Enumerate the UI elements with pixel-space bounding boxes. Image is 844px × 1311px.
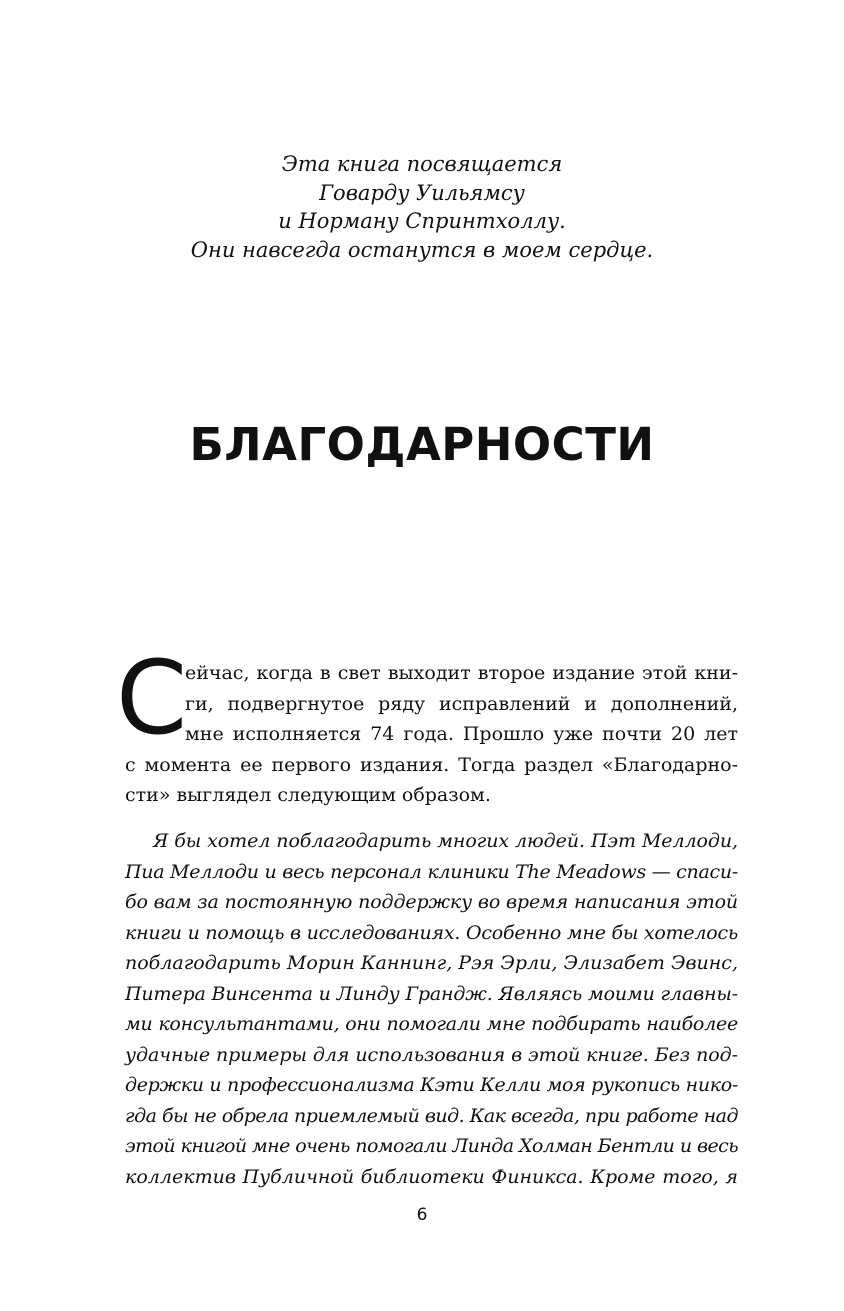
paragraph-line: мне исполняется 74 года. Прошло уже почти 20 лет [185, 723, 738, 745]
chapter-heading: БЛАГОДАРНОСТИ [189, 418, 655, 471]
paragraph-line: Питера Винсента и Линду Грандж. Являясь моими главны- [125, 982, 738, 1005]
paragraph-line: ги, подвергнутое ряду исправлений и дополнений, [185, 692, 738, 715]
page-number: 6 [416, 1205, 428, 1225]
dedication-line: и Норману Спринтхоллу. [278, 209, 566, 233]
quoted-acknowledgments-paragraph [125, 826, 738, 1192]
dedication [0, 150, 844, 264]
paragraph-line: книги и помощь в исследованиях. Особенно мне бы хотелось [125, 921, 738, 944]
paragraph-line: бо вам за постоянную поддержку во время написания этой [125, 891, 738, 913]
paragraph-line: ейчас, когда в свет выходит второе издание этой кни- [185, 662, 738, 684]
paragraph-line: ми консультантами, они помогали мне подбирать наиболее [125, 1013, 739, 1035]
paragraph-line: удачные примеры для использования в этой книге. Без под- [125, 1043, 738, 1066]
paragraph-line: держки и профессионализма Кэти Келли моя рукопись нико- [125, 1074, 738, 1096]
paragraph-line: Пиа Меллоди и весь персонал клиники The Meadows — спаси- [125, 860, 738, 883]
paragraph-line: Я бы хотел поблагодарить многих людей. Пэт Меллоди, [153, 830, 738, 852]
drop-cap: С [116, 639, 188, 758]
paragraph-line: поблагодарить Морин Каннинг, Рэя Эрли, Элизабет Эвинс, [125, 952, 738, 974]
paragraph-line: гда бы не обрела приемлемый вид. Как всегда, при работе над [125, 1104, 739, 1127]
intro-paragraph [125, 658, 738, 811]
paragraph-line: сти» выглядел следующим образом. [125, 784, 491, 806]
paragraph-line: коллектив Публичной библиотеки Финикса. Кроме того, я [125, 1165, 738, 1188]
paragraph-line: этой книгой мне очень помогали Линда Холман Бентли и весь [125, 1135, 738, 1157]
paragraph-line: с момента ее первого издания. Тогда раздел «Благодарно- [125, 753, 738, 776]
dedication-line: Эта книга посвящается [281, 152, 563, 176]
dedication-line: Они навсегда останутся в моем сердце. [190, 237, 654, 262]
dedication-line: Говарду Уильямсу [319, 180, 525, 205]
